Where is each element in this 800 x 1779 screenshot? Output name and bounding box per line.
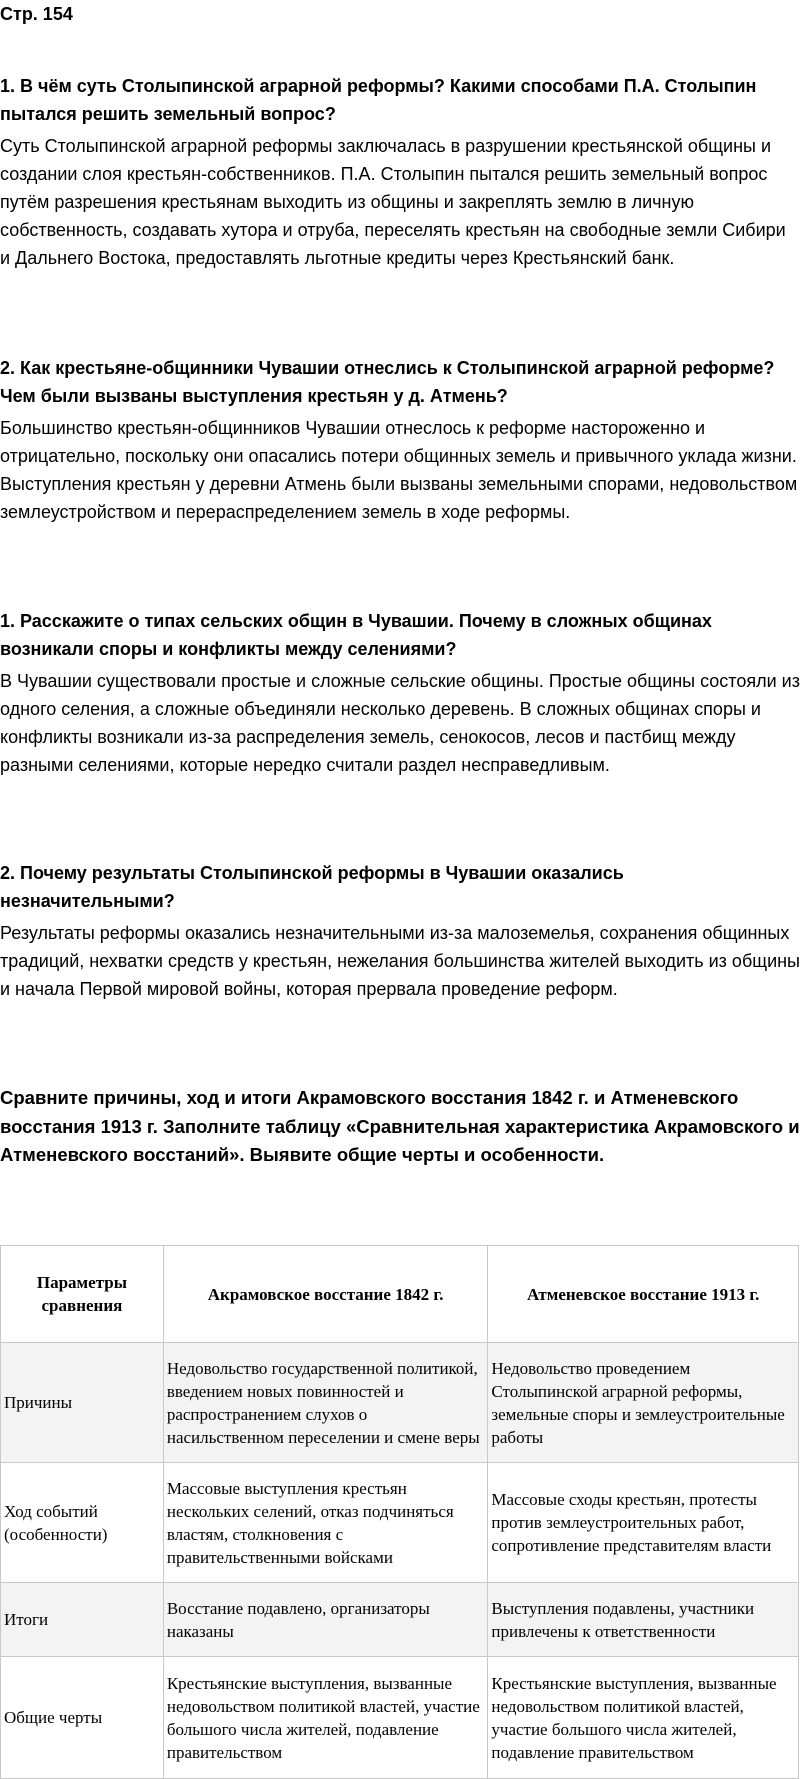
table-row bbox=[1, 1583, 799, 1657]
row-label: Общие черты bbox=[1, 1657, 164, 1779]
header-parameters: Параметры сравнения bbox=[1, 1246, 164, 1343]
table-cell: Выступления подавлены, участники привлечены к ответственности bbox=[488, 1583, 799, 1657]
qa-block-1 bbox=[0, 72, 800, 272]
question-text: 1. Расскажите о типах сельских общин в Чувашии. Почему в сложных общинах возникали споры и конфликты между селениями? bbox=[0, 611, 712, 659]
qa-block-2 bbox=[0, 354, 800, 526]
row-label: Итоги bbox=[1, 1583, 164, 1657]
answer-text: Большинство крестьян-общинников Чувашии отнеслось к реформе настороженно и отрицательно, поскольку они опасались потери общинных земель и привычного уклада жизни. Выступления крестьян у деревни Атмень были вызваны земельными спорами, недовольством землеустройством и перераспределением земель в ходе реформы. bbox=[0, 418, 798, 522]
comparison-table bbox=[0, 1245, 799, 1779]
answer-text: Результаты реформы оказались незначительными из-за малоземелья, сохранения общинных традиций, нехватки средств у крестьян, нежелания большинства жителей выходить из общины и начала Первой мировой войны, которая прервала проведение реформ. bbox=[0, 923, 800, 999]
header-akramov-uprising: Акрамовское восстание 1842 г. bbox=[163, 1246, 488, 1343]
table-cell: Массовые сходы крестьян, протесты против землеустроительных работ, сопротивление представителям власти bbox=[488, 1463, 799, 1583]
task-block bbox=[0, 1084, 800, 1170]
row-label: Причины bbox=[1, 1343, 164, 1463]
qa-block-3 bbox=[0, 607, 800, 779]
task-text: Сравните причины, ход и итоги Акрамовского восстания 1842 г. и Атменевского восстания 1913 г. Заполните таблицу «Сравнительная характеристика Акрамовского и Атменевского восстаний». Выявите общие черты и особенности. bbox=[0, 1087, 800, 1165]
table-cell: Крестьянские выступления, вызванные недовольством политикой властей, участие большого числа жителей, подавление правительством bbox=[163, 1657, 488, 1779]
header-atmen-uprising: Атменевское восстание 1913 г. bbox=[488, 1246, 799, 1343]
table-cell: Крестьянские выступления, вызванные недовольством политикой властей, участие большого числа жителей, подавление правительством bbox=[488, 1657, 799, 1779]
table-row bbox=[1, 1343, 799, 1463]
qa-block-4 bbox=[0, 859, 800, 1003]
row-label: Ход событий (особенности) bbox=[1, 1463, 164, 1583]
question-text: 2. Как крестьяне-общинники Чувашии отнеслись к Столыпинской аграрной реформе? Чем были вызваны выступления крестьян у д. Атмень? bbox=[0, 358, 775, 406]
page-title: Стр. 154 bbox=[0, 4, 73, 24]
table-cell: Недовольство проведением Столыпинской аграрной реформы, земельные споры и землеустроительные работы bbox=[488, 1343, 799, 1463]
table-cell: Восстание подавлено, организаторы наказаны bbox=[163, 1583, 488, 1657]
answer-text: В Чувашии существовали простые и сложные сельские общины. Простые общины состояли из одного селения, а сложные объединяли несколько деревень. В сложных общинах споры и конфликты возникали из-за распределения земель, сенокосов, лесов и пастбищ между разными селениями, которые нередко считали раздел несправедливым. bbox=[0, 671, 800, 775]
question-text: 1. В чём суть Столыпинской аграрной реформы? Какими способами П.А. Столыпин пытался решить земельный вопрос? bbox=[0, 76, 757, 124]
answer-text: Суть Столыпинской аграрной реформы заключалась в разрушении крестьянской общины и создании слоя крестьян-собственников. П.А. Столыпин пытался решить земельный вопрос путём разрешения крестьянам выходить из общины и закреплять землю в личную собственность, создавать хутора и отруба, переселять крестьян на свободные земли Сибири и Дальнего Востока, предоставлять льготные кредиты через Крестьянский банк. bbox=[0, 136, 786, 268]
question-text: 2. Почему результаты Столыпинской реформы в Чувашии оказались незначительными? bbox=[0, 863, 624, 911]
table-cell: Недовольство государственной политикой, введением новых повинностей и распространением слухов о насильственном переселении и смене веры bbox=[163, 1343, 488, 1463]
table-cell: Массовые выступления крестьян нескольких селений, отказ подчиняться властям, столкновения с правительственными войсками bbox=[163, 1463, 488, 1583]
table-row bbox=[1, 1657, 799, 1779]
table-row bbox=[1, 1463, 799, 1583]
table-header-row bbox=[1, 1246, 799, 1343]
